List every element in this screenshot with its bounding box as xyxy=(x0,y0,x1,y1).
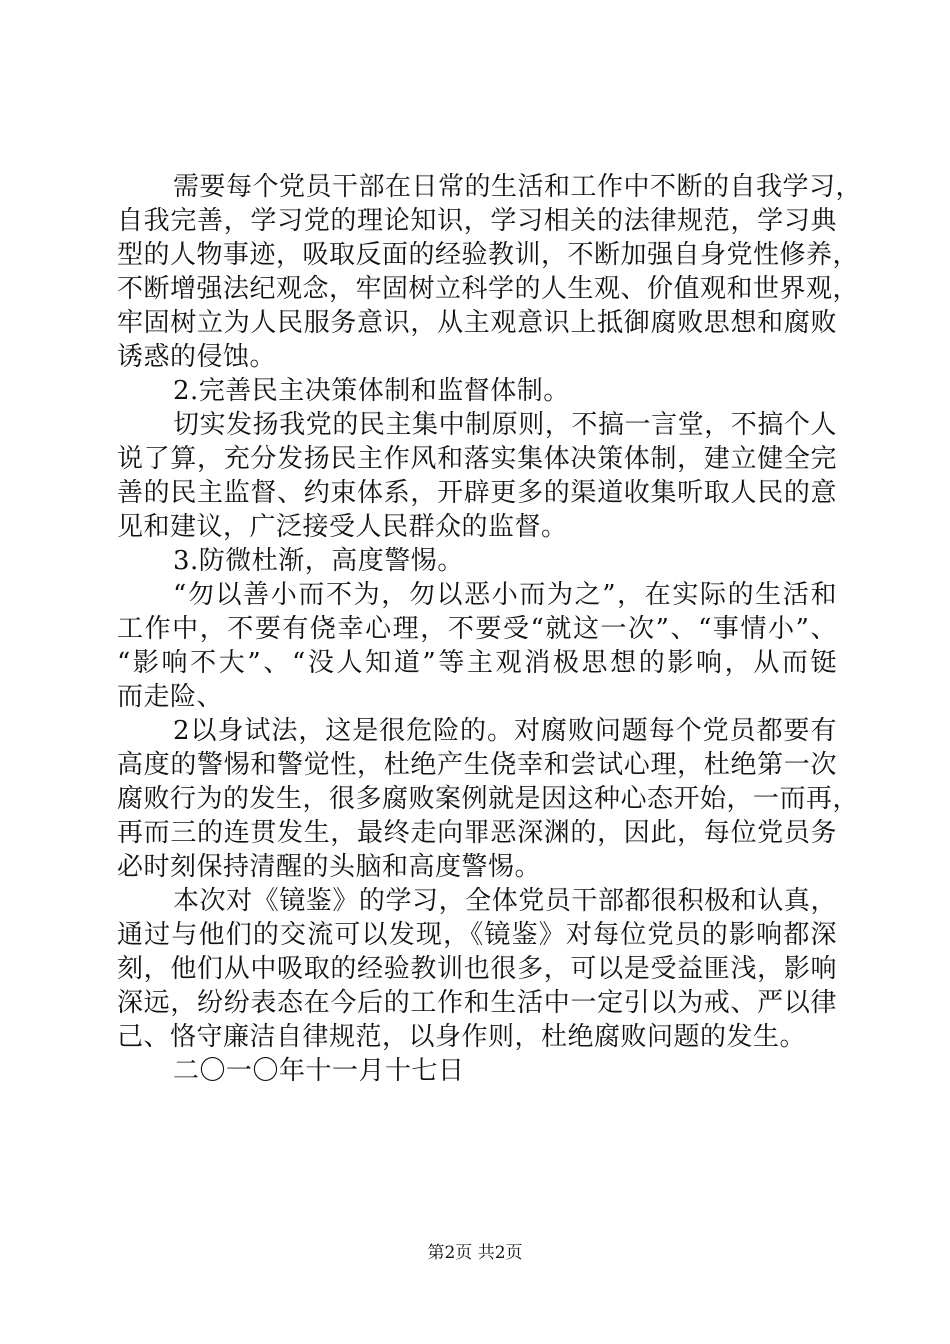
text-line: “勿以善小而不为，勿以恶小而为之”，在实际的生活和 xyxy=(173,580,837,610)
text-line: 型的人物事迹，吸取反面的经验教训，不断加强自身党性修养， xyxy=(117,240,860,270)
section-heading: 3.防微杜渐，高度警惕。 xyxy=(173,546,464,576)
text-line: 见和建议，广泛接受人民群众的监督。 xyxy=(117,512,568,542)
text-line: 诱惑的侵蚀。 xyxy=(117,342,277,372)
text-line: 腐败行为的发生，很多腐败案例就是因这种心态开始，一而再， xyxy=(117,784,860,814)
text-line: 而走险、 xyxy=(117,682,224,712)
text-line: 需要每个党员干部在日常的生活和工作中不断的自我学习， xyxy=(173,172,863,202)
document-date: 二〇一〇年十一月十七日 xyxy=(173,1056,465,1086)
text-line: 自我完善，学习党的理论知识，学习相关的法律规范，学习典 xyxy=(117,206,837,236)
text-line: 牢固树立为人民服务意识，从主观意识上抵御腐败思想和腐败 xyxy=(117,308,837,338)
text-line: 深远，纷纷表态在今后的工作和生活中一定引以为戒、严以律 xyxy=(117,988,837,1018)
text-line: 善的民主监督、约束体系，开辟更多的渠道收集听取人民的意 xyxy=(117,478,837,508)
text-line: 刻，他们从中吸取的经验教训也很多，可以是受益匪浅，影响 xyxy=(117,954,837,984)
text-line: 2以身试法，这是很危险的。对腐败问题每个党员都要有 xyxy=(173,716,837,746)
text-line: 再而三的连贯发生，最终走向罪恶深渊的，因此，每位党员务 xyxy=(117,818,837,848)
text-line: 高度的警惕和警觉性，杜绝产生侥幸和尝试心理，杜绝第一次 xyxy=(117,750,837,780)
text-line: 切实发扬我党的民主集中制原则，不搞一言堂，不搞个人 xyxy=(173,410,837,440)
page-number-footer: 第2页 共2页 xyxy=(427,1243,523,1263)
text-line: 通过与他们的交流可以发现，《镜鉴》对每位党员的影响都深 xyxy=(117,920,837,950)
text-line: 说了算，充分发扬民主作风和落实集体决策体制，建立健全完 xyxy=(117,444,837,474)
text-line: “影响不大”、“没人知道”等主观消极思想的影响，从而铤 xyxy=(117,648,837,678)
text-line: 必时刻保持清醒的头脑和高度警惕。 xyxy=(117,852,542,882)
section-heading: 2.完善民主决策体制和监督体制。 xyxy=(173,376,570,406)
text-line: 本次对《镜鉴》的学习，全体党员干部都很积极和认真， xyxy=(173,886,837,916)
text-line: 工作中，不要有侥幸心理，不要受“就这一次”、“事情小”、 xyxy=(117,614,837,644)
text-line: 己、恪守廉洁自律规范，以身作则，杜绝腐败问题的发生。 xyxy=(117,1022,807,1052)
document-body xyxy=(117,170,863,1088)
text-line: 不断增强法纪观念，牢固树立科学的人生观、价值观和世界观， xyxy=(117,274,860,304)
